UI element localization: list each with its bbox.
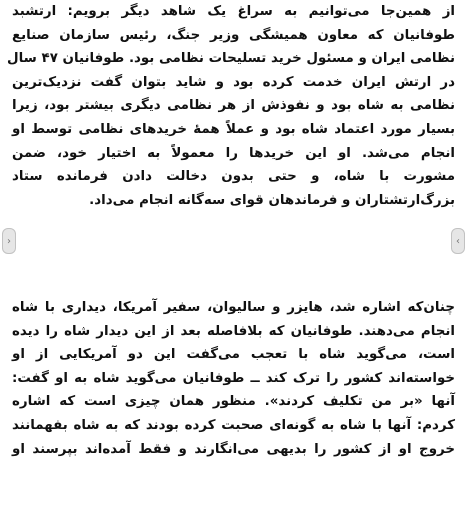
- text-line: کردم: آنها با شاه به گونه‌ای صحبت کرده بودند که به شاه بفهمانند: [12, 417, 455, 433]
- text-line: طوفانیان که معاون همیشگی وزیر جنگ، رئیس سازمان صنایع: [12, 27, 455, 43]
- text-line: نظامی ایران و مسئول خرید تسلیحات نظامی بود. طوفانیان ۴۷ سال: [7, 51, 455, 67]
- text-line: از همین‌جا می‌توانیم به سراغ یک شاهد دیگر برویم: ارتشبد: [12, 4, 455, 19]
- chevron-right-icon: ›: [456, 235, 460, 247]
- next-page-button[interactable]: [451, 228, 465, 254]
- text-line: خواسته‌اند کشور را ترک کند ــ طوفانیان می‌گوید شاه به او گفت:: [12, 370, 455, 386]
- prev-page-button[interactable]: [2, 228, 16, 254]
- paragraph-1: [7, 0, 455, 212]
- text-line: بسیار مورد اعتماد شاه بود و عملاً همهٔ خریدهای نظامی توسط او: [12, 121, 455, 137]
- text-line: بزرگ‌ارتشتاران و فرماندهان قوای سه‌گانه انجام می‌داد.: [89, 192, 455, 208]
- text-line: انجام می‌دهند. طوفانیان که بلافاصله بعد از این دیدار شاه را دیده: [12, 323, 455, 339]
- text-line: آنها «بر من تکلیف کردند». منظور همان چیزی است که اشاره: [12, 394, 455, 410]
- paragraph-2: [12, 296, 455, 461]
- text-line: خروج او از کشور را بدیهی می‌انگارند و فقط آمده‌اند بپرسند او: [12, 441, 455, 457]
- text-line: چنان‌که اشاره شد، هایزر و سالیوان، سفیر آمریکا، دیداری با شاه: [12, 300, 455, 315]
- chevron-left-icon: ‹: [7, 235, 11, 247]
- text-line: در ارتش ایران خدمت کرده بود و شاید بتوان گفت نزدیک‌ترین: [12, 74, 455, 90]
- text-line: است، می‌گوید شاه با تعجب می‌گفت این دو آمریکایی از او: [12, 347, 455, 363]
- text-line: مشورت با شاه، و حتی بدون دخالت دادن فرمانده ستاد: [12, 169, 455, 185]
- text-line: انجام می‌شد. او این خریدها را معمولاً به اختیار خود، ضمن: [12, 145, 455, 161]
- text-line: نظامی به شاه بود و نفوذش از هر نظامی دیگری بیشتر بود، زیرا: [12, 98, 455, 114]
